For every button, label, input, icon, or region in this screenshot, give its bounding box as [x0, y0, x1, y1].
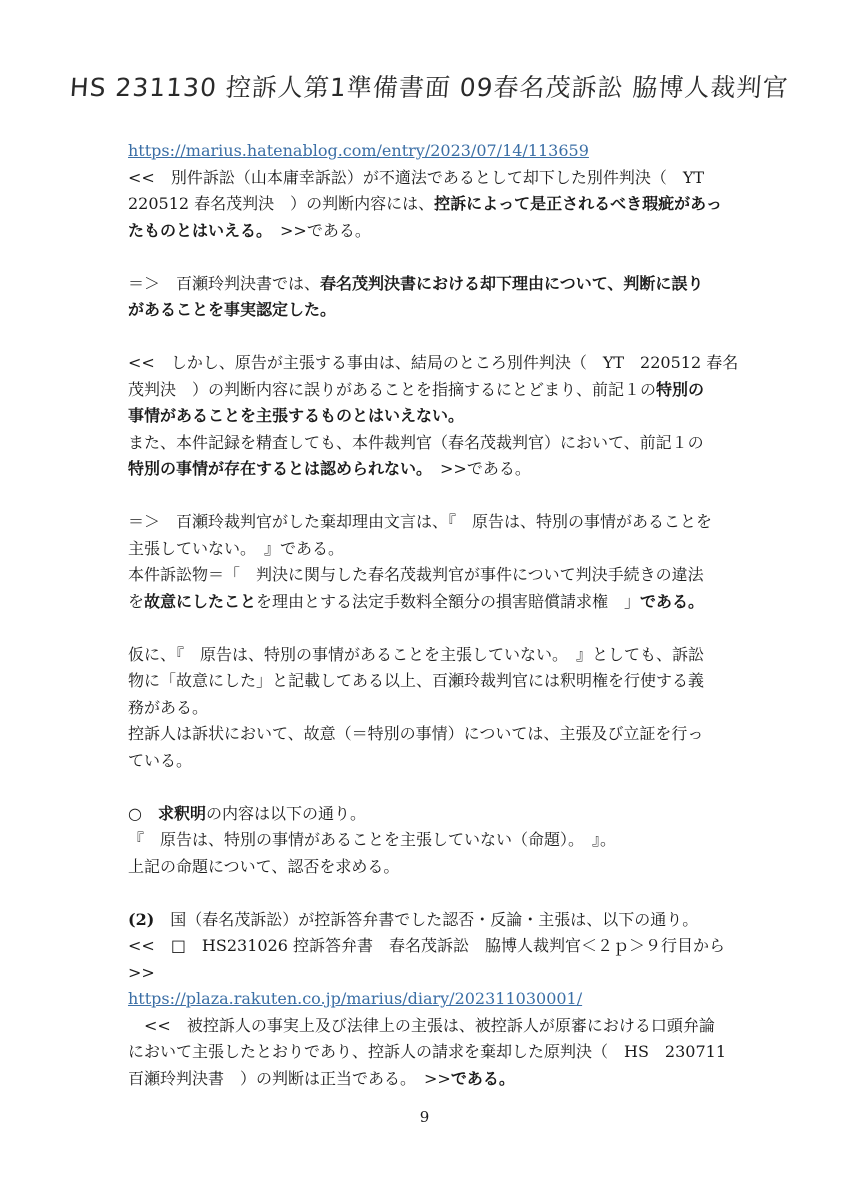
- text-line: [128, 960, 788, 987]
- text-segment: << しかし、原告が主張する事由は、結局のところ別件判決（ YT 220512 春名: [128, 353, 739, 372]
- text-segment: 物に「故意にした」と記載してある以上、百瀬玲裁判官には釈明権を行使する義: [128, 671, 705, 690]
- text-line: [128, 695, 788, 722]
- text-line: [128, 218, 788, 245]
- text-line: [128, 854, 788, 881]
- text-line: [128, 456, 788, 483]
- bold-text: 求釈明: [157, 803, 206, 823]
- text-line: [128, 801, 788, 828]
- bold-text: たものとはいえる。: [128, 220, 265, 240]
- url-link[interactable]: https://plaza.rakuten.co.jp/marius/diary/202311030001/: [128, 989, 583, 1008]
- url-link[interactable]: https://marius.hatenablog.com/entry/2023/07/14/113659: [128, 141, 589, 160]
- text-line: [128, 509, 788, 536]
- text-segment: 百瀬玲判決書 ）の判断は正当である。 >>: [128, 1068, 451, 1088]
- text-segment: << 別件訴訟（山本庸幸訴訟）が不適法であるとして却下した別件判決（ YT: [128, 167, 705, 187]
- text-segment: ＝＞ 百瀬玲裁判官がした棄却理由文言は、『 原告は、特別の事情があることを: [128, 512, 713, 531]
- text-segment: を理由とする法定手数料全額分の損害賠償請求権 」: [256, 591, 641, 611]
- text-line: [128, 165, 788, 192]
- text-line: [128, 377, 788, 404]
- bold-text: 故意にしたこと: [144, 591, 257, 611]
- text-line: [128, 1039, 788, 1066]
- text-line: [128, 933, 788, 960]
- text-segment: >>である。: [424, 459, 531, 478]
- text-segment: 控訴人は訴状において、故意（＝特別の事情）については、主張及び立証を行っ: [128, 724, 704, 743]
- text-segment: << □ HS231026 控訴答弁書 春名茂訴訟 脇博人裁判官＜２ｐ＞９行目から: [128, 936, 726, 955]
- text-segment: >>である。: [264, 220, 371, 240]
- text-line: [128, 1013, 788, 1040]
- blank-line: [128, 880, 788, 907]
- bold-text: である。: [450, 1068, 515, 1088]
- text-segment: の内容は以下の通り。: [205, 803, 366, 823]
- page-number: 9: [419, 1108, 430, 1126]
- text-line: [128, 986, 788, 1013]
- text-segment: において主張したとおりであり、控訴人の請求を棄却した原判決（ HS 230711: [128, 1042, 726, 1061]
- text-line: [128, 668, 788, 695]
- bold-text: である。: [640, 591, 705, 611]
- bold-text: 特別の: [656, 379, 705, 399]
- text-segment: ている。: [128, 750, 193, 770]
- blank-line: [128, 774, 788, 801]
- text-line: [128, 297, 788, 324]
- text-segment: また、本件記録を精査しても、本件裁判官（春名茂裁判官）において、前記１の: [128, 432, 704, 452]
- bold-text: 春名茂判決書における却下理由について、判断に誤り: [320, 273, 704, 293]
- bold-text: 事情があることを主張するものとはいえない。: [128, 406, 465, 425]
- bold-text: があることを事実認定した。: [128, 300, 337, 319]
- text-line: [128, 589, 788, 616]
- text-line: [128, 748, 788, 775]
- text-line: [128, 138, 788, 165]
- text-segment: 主張していない。 』である。: [128, 538, 345, 558]
- text-line: [128, 271, 788, 298]
- text-segment: 本件訴訟物＝「 判決に関与した春名茂裁判官が事件について判決手続きの違法: [128, 565, 704, 584]
- text-segment: 上記の命題について、認否を求める。: [128, 856, 400, 876]
- blank-line: [128, 244, 788, 271]
- text-line: [128, 430, 788, 457]
- text-segment: 『 原告は、特別の事情があることを主張していない（命題）。 』。: [128, 830, 617, 849]
- text-line: [128, 1066, 788, 1093]
- text-line: [128, 642, 788, 669]
- text-segment: >>: [128, 962, 155, 982]
- text-line: [128, 191, 788, 218]
- text-segment: 国（春名茂訴訟）が控訴答弁書でした認否・反論・主張は、以下の通り。: [154, 909, 699, 929]
- text-line: [128, 907, 788, 934]
- bold-text: (2): [128, 909, 155, 929]
- text-segment: 仮に、『 原告は、特別の事情があることを主張していない。 』としても、訴訟: [128, 644, 705, 664]
- bold-text: 控訴によって是正されるべき瑕疵があっ: [434, 194, 723, 213]
- blank-line: [128, 615, 788, 642]
- text-segment: 220512 春名茂判決 ）の判断内容には、: [128, 194, 435, 213]
- blank-line: [128, 483, 788, 510]
- text-line: [128, 403, 788, 430]
- text-segment: << 被控訴人の事実上及び法律上の主張は、被控訴人が原審における口頭弁論: [128, 1015, 715, 1035]
- text-line: [128, 562, 788, 589]
- blank-line: [128, 324, 788, 351]
- bold-text: 特別の事情が存在するとは認められない。: [128, 459, 425, 478]
- handwritten-header: HS 231130 控訴人第1準備書面 09春名茂訴訟 脇博人裁判官: [68, 73, 790, 102]
- text-segment: を: [128, 591, 145, 611]
- text-line: [128, 350, 788, 377]
- text-segment: 茂判決 ）の判断内容に誤りがあることを指摘するにとどまり、前記１の: [128, 379, 657, 399]
- text-segment: ○: [128, 803, 158, 823]
- text-segment: ＝＞ 百瀬玲判決書では、: [128, 273, 321, 293]
- text-line: [128, 721, 788, 748]
- document-body: [128, 138, 788, 1092]
- text-line: [128, 827, 788, 854]
- text-segment: 務がある。: [128, 697, 209, 717]
- text-line: [128, 536, 788, 563]
